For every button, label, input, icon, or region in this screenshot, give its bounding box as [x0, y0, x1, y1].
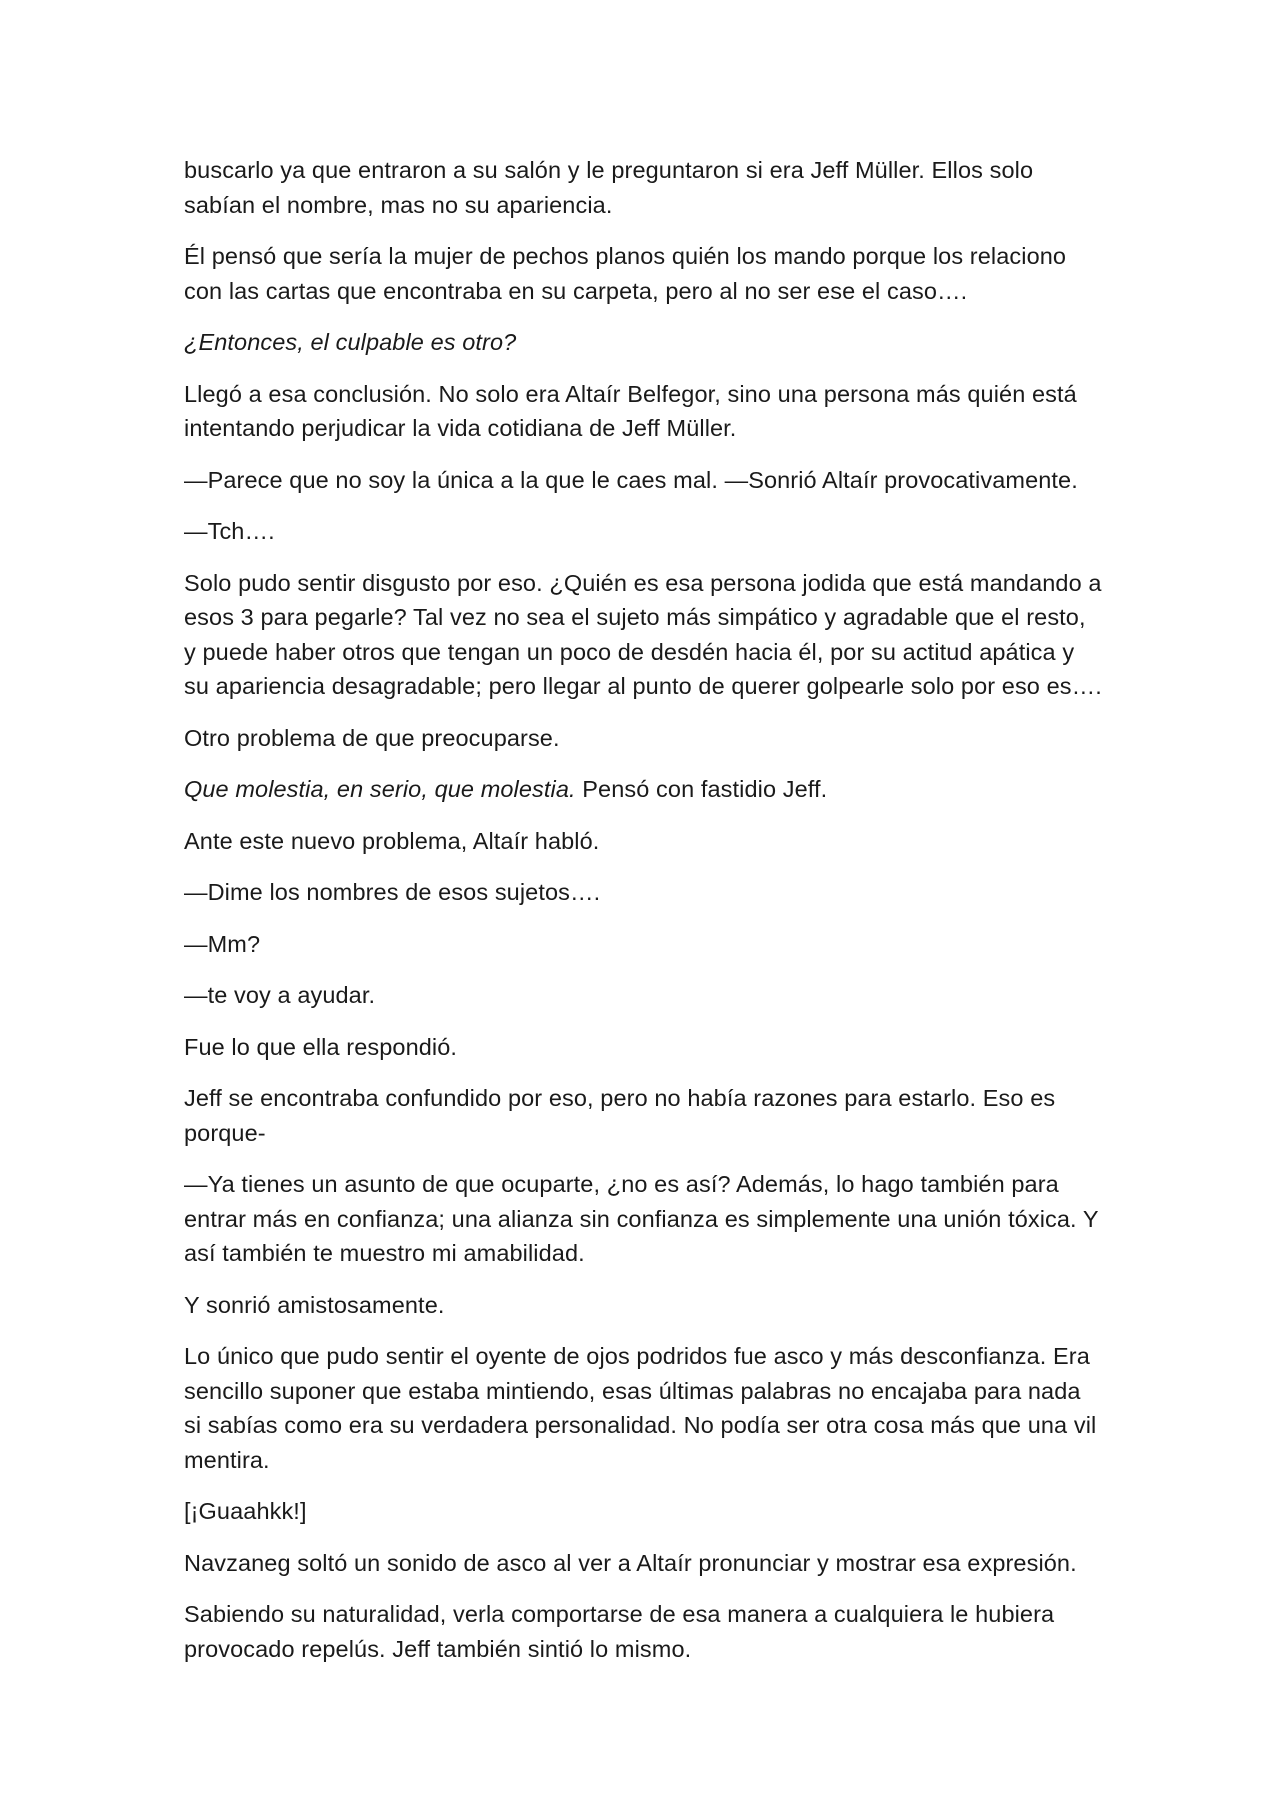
text-segment: Jeff se encontraba confundido por eso, pero no había razones para estarlo. Eso es porque- [184, 1085, 1056, 1146]
paragraph [184, 875, 1104, 910]
paragraph [184, 566, 1104, 704]
text-segment: Solo pudo sentir disgusto por eso. ¿Quién es esa persona jodida que está mandando a esos 3 para pegarle? Tal vez no sea el sujeto más simpático y agradable que el resto, y puede haber otros que tengan un poco de desdén hacia él, por su actitud apática y su apariencia desagradable; pero llegar al punto de querer golpearle solo por eso es…. [184, 569, 1102, 699]
text-segment: Sabiendo su naturalidad, verla comportarse de esa manera a cualquiera le hubiera provocado repelús. Jeff también sintió lo mismo. [184, 1601, 1055, 1662]
paragraph [184, 377, 1104, 446]
italic-text-segment: Que molestia, en serio, que molestia. [184, 776, 576, 802]
text-segment: Él pensó que sería la mujer de pechos planos quién los mando porque los relaciono con las cartas que encontraba en su carpeta, pero al no ser ese el caso…. [184, 243, 1067, 304]
paragraph [184, 1167, 1104, 1271]
text-segment: Ante este nuevo problema, Altaír habló. [184, 827, 600, 854]
text-segment: buscarlo ya que entraron a su salón y le preguntaron si era Jeff Müller. Ellos solo sabían el nombre, mas no su apariencia. [184, 157, 1034, 218]
paragraph [184, 325, 1104, 360]
text-segment: Pensó con fastidio Jeff. [575, 776, 828, 802]
paragraph [184, 463, 1104, 498]
paragraph [184, 1030, 1104, 1065]
paragraph [184, 772, 1104, 807]
text-segment: Navzaneg soltó un sonido de asco al ver a Altaír pronunciar y mostrar esa expresión. [184, 1549, 1077, 1576]
text-segment: —Mm? [184, 930, 261, 957]
paragraph [184, 514, 1104, 549]
text-segment: Y sonrió amistosamente. [184, 1291, 445, 1318]
text-segment: Otro problema de que preocuparse. [184, 724, 560, 751]
paragraph [184, 1494, 1104, 1529]
paragraph [184, 1081, 1104, 1150]
paragraph [184, 1597, 1104, 1666]
paragraph [184, 1339, 1104, 1477]
document-page [184, 153, 1104, 1683]
paragraph [184, 978, 1104, 1013]
paragraph [184, 239, 1104, 308]
paragraph [184, 824, 1104, 859]
text-segment: —Ya tienes un asunto de que ocuparte, ¿no es así? Además, lo hago también para entrar más en confianza; una alianza sin confianza es simplemente una unión tóxica. Y así también te muestro mi amabilidad. [184, 1171, 1099, 1266]
italic-text-segment: ¿Entonces, el culpable es otro? [184, 329, 517, 355]
text-segment: —Parece que no soy la única a la que le caes mal. —Sonrió Altaír provocativamente. [184, 466, 1078, 493]
paragraph [184, 927, 1104, 962]
text-segment: Lo único que pudo sentir el oyente de ojos podridos fue asco y más desconfianza. Era sencillo suponer que estaba mintiendo, esas últimas palabras no encajaba para nada si sabías como era su verdadera personalidad. No podía ser otra cosa más que una vil mentira. [184, 1343, 1097, 1473]
paragraph [184, 1546, 1104, 1581]
text-segment: [¡Guaahkk!] [184, 1498, 307, 1524]
text-segment: Llegó a esa conclusión. No solo era Altaír Belfegor, sino una persona más quién está intentando perjudicar la vida cotidiana de Jeff Müller. [184, 380, 1077, 441]
paragraph [184, 153, 1104, 222]
text-segment: —te voy a ayudar. [184, 982, 376, 1008]
paragraph [184, 1288, 1104, 1323]
text-segment: —Dime los nombres de esos sujetos…. [184, 879, 601, 905]
text-segment: Fue lo que ella respondió. [184, 1033, 458, 1060]
paragraph [184, 721, 1104, 756]
text-segment: —Tch…. [184, 518, 275, 544]
